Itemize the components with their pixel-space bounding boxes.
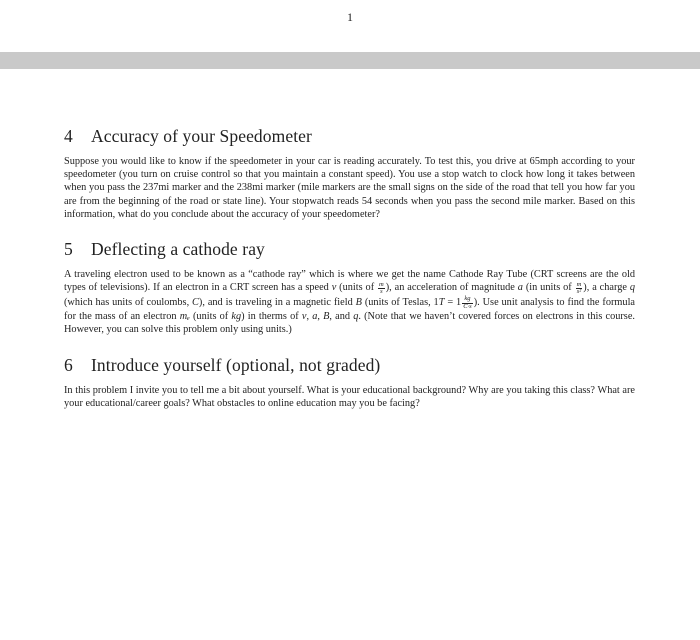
text-run: (units of — [336, 282, 378, 294]
math-charge: q — [353, 311, 359, 323]
math-field: B — [355, 296, 362, 308]
fraction-denominator: s² — [576, 288, 582, 296]
math-kilogram: kg — [231, 311, 242, 323]
math-speed: v — [301, 311, 307, 323]
section-number: 6 — [64, 354, 73, 375]
section-title: Accuracy of your Speedometer — [91, 126, 312, 146]
section-body: Suppose you would like to know if the speedometer in your car is reading accurately. To test this, you drive at 65mph according to your speedometer (you turn on cruise control so that you maintain a constant speed). You use a stop watch to clock how long it takes between when you pass the 237mi marker and the 238mi marker (mile markers are the small signs on the side of the road that tell you how far you are from the beginning of the road or state line). Your stopwatch reads 54 seconds when you pass the second mile marker. Based on this information, what do you conclude about the accuracy of your speedometer? — [64, 156, 635, 220]
text-run: ). Use unit analysis to find the formula for the mass of an electron — [64, 296, 636, 323]
section-speedometer — [64, 126, 635, 221]
section-introduce-yourself — [64, 355, 635, 410]
text-run: ), and is traveling in a magnetic field — [198, 296, 356, 308]
math-charge: q — [629, 282, 635, 294]
math-tesla: T — [438, 296, 445, 308]
section-heading — [64, 355, 635, 376]
section-number: 5 — [64, 239, 73, 260]
fraction-denominator: s — [380, 288, 383, 296]
text-run: , — [306, 311, 313, 323]
section-title: Introduce yourself (optional, not graded) — [91, 354, 381, 375]
section-heading — [64, 239, 635, 260]
fraction-numerator: m — [576, 280, 582, 288]
text-run: = 1 — [444, 296, 462, 308]
text-run: , and — [329, 311, 354, 323]
fraction-numerator: m — [379, 280, 384, 288]
math-acceleration: a — [517, 282, 523, 294]
fraction-denominator: C·s — [463, 302, 472, 310]
text-run: (units of Teslas, 1 — [361, 296, 439, 308]
text-run: A traveling electron used to be known as a “cathode ray” which is where we get the name Cathode Ray Tube (CRT screens are the old types of televisions). If an electron in a CRT screen has a speed — [64, 269, 635, 294]
text-run: ) in therms of — [241, 311, 302, 323]
section-body: In this problem I invite you to tell me a bit about yourself. What is your educational background? Why are you taking this class? What are your educational/career goals? What obstacles to online education may you be facing? — [64, 384, 635, 409]
units-acceleration-fraction — [576, 282, 583, 296]
page-break-bar — [0, 52, 700, 69]
math-acceleration: a — [312, 311, 318, 323]
section-title: Deflecting a cathode ray — [91, 239, 265, 260]
math-electron-mass: mₑ — [179, 311, 190, 323]
text-run: , — [317, 311, 324, 323]
section-number: 4 — [64, 126, 73, 146]
text-run: ), an acceleration of magnitude — [385, 282, 518, 294]
page-number: 1 — [347, 10, 353, 24]
section-body — [64, 268, 635, 337]
units-speed-fraction — [378, 282, 385, 296]
text-run: (units of — [189, 311, 232, 323]
units-tesla-fraction — [462, 296, 473, 310]
section-cathode-ray — [64, 239, 635, 337]
text-run: . (Note that we haven’t covered forces on electrons in this course. However, you can solve this problem only using units.) — [64, 311, 635, 336]
math-field: B — [323, 311, 330, 323]
text-run: (in units of — [522, 282, 575, 294]
section-heading — [64, 126, 635, 147]
fraction-numerator: kg — [462, 296, 473, 304]
math-coulomb: C — [192, 296, 199, 308]
document-content — [64, 126, 635, 410]
text-run: ), a charge — [583, 282, 630, 294]
math-speed: v — [331, 282, 337, 294]
text-run: (which has units of coulombs, — [64, 296, 193, 308]
